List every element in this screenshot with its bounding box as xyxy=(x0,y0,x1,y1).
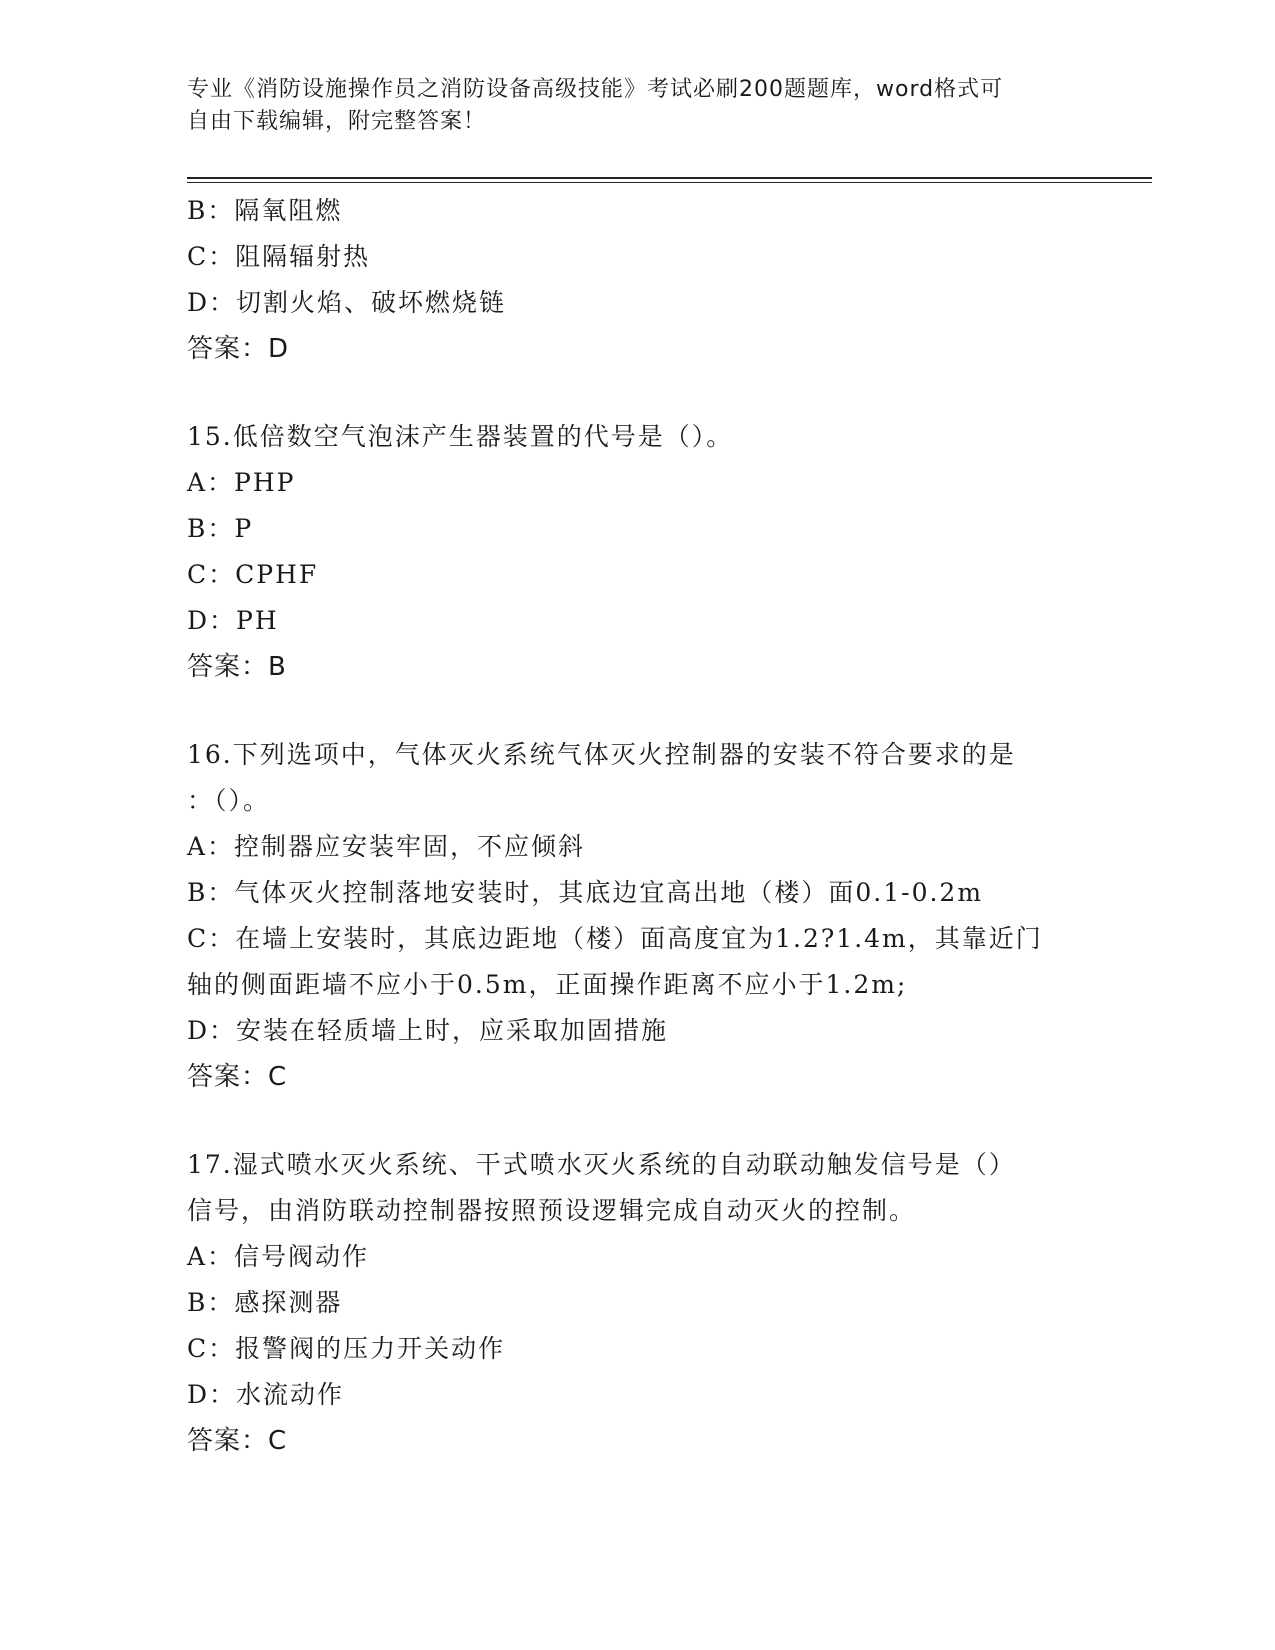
question-stem-line-2: 信号，由消防联动控制器按照预设逻辑完成自动灭火的控制。 xyxy=(187,1196,917,1225)
answer-line: 答案：D xyxy=(187,334,290,364)
question-stem: 15.低倍数空气泡沫产生器装置的代号是（）。 xyxy=(187,422,734,451)
answer-line: 答案：B xyxy=(187,652,287,682)
option-c: C：阻隔辐射热 xyxy=(187,242,371,271)
answer-line: 答案：C xyxy=(187,1062,288,1092)
question-stem-line-2: ：（）。 xyxy=(187,786,271,815)
option-a: A：信号阀动作 xyxy=(187,1242,370,1271)
header-divider-thin xyxy=(187,182,1152,183)
option-b: B：P xyxy=(187,514,254,543)
option-d: D：切割火焰、破坏燃烧链 xyxy=(187,288,507,317)
option-d: D：安装在轻质墙上时，应采取加固措施 xyxy=(187,1016,669,1045)
option-d: D：PH xyxy=(187,606,279,635)
header-line-2: 自由下载编辑，附完整答案！ xyxy=(187,109,487,134)
option-c: C：报警阀的压力开关动作 xyxy=(187,1334,506,1363)
answer-line: 答案：C xyxy=(187,1426,288,1456)
header-line-1: 专业《消防设施操作员之消防设备高级技能》考试必刷200题题库，word格式可 xyxy=(187,77,1004,102)
question-14-continued xyxy=(187,188,1087,372)
spacer xyxy=(187,372,1087,414)
option-b: B：气体灭火控制落地安装时，其底边宜高出地（楼）面0.1-0.2m xyxy=(187,878,984,907)
spacer xyxy=(187,1100,1087,1142)
option-b: B：感探测器 xyxy=(187,1288,343,1317)
option-d: D：水流动作 xyxy=(187,1380,345,1409)
question-stem-line-1: 17.湿式喷水灭火系统、干式喷水灭火系统的自动联动触发信号是（） xyxy=(187,1150,1016,1179)
option-a: A：PHP xyxy=(187,468,296,497)
document-body xyxy=(187,188,1087,1464)
option-b: B：隔氧阻燃 xyxy=(187,196,343,225)
spacer xyxy=(187,690,1087,732)
question-stem-line-1: 16.下列选项中，气体灭火系统气体灭火控制器的安装不符合要求的是 xyxy=(187,740,1016,769)
question-17 xyxy=(187,1142,1087,1464)
option-c-line-2: 轴的侧面距墙不应小于0.5m，正面操作距离不应小于1.2m; xyxy=(187,970,908,999)
option-a: A：控制器应安装牢固，不应倾斜 xyxy=(187,832,586,861)
document-header xyxy=(187,74,1067,138)
header-divider-thick xyxy=(187,177,1152,179)
option-c: C：CPHF xyxy=(187,560,319,589)
question-15 xyxy=(187,414,1087,690)
question-16 xyxy=(187,732,1087,1100)
option-c-line-1: C：在墙上安装时，其底边距地（楼）面高度宜为1.2?1.4m，其靠近门 xyxy=(187,924,1043,953)
